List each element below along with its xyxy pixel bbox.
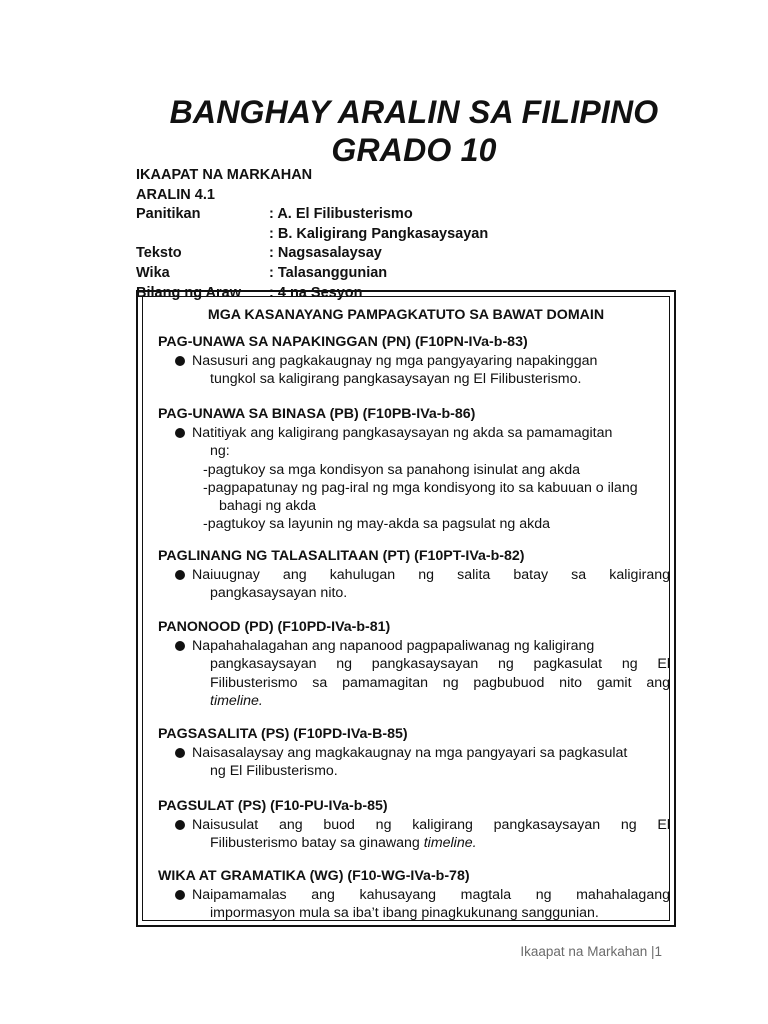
domain-heading: PAGSASALITA (PS) (F10PD-IVa-B-85) [158, 726, 408, 742]
document-title: BANGHAY ARALIN SA FILIPINO [169, 94, 659, 130]
lesson-label: ARALIN 4.1 [136, 186, 215, 203]
box-header: MGA KASANAYANG PAMPAGKATUTO SA BAWAT DOMAIN [207, 307, 605, 323]
bullet-dot-icon [175, 748, 185, 758]
bullet-item: Naipamamalas ang kahusayang magtala ng mahahalagang impormasyon mula sa iba’t ibang pinagkukunang sanggunian. [158, 886, 670, 922]
panitikan-value-b: : B. Kaligirang Pangkasaysayan [269, 225, 489, 242]
bullet-dot-icon [175, 428, 185, 438]
quarter-label: IKAAPAT NA MARKAHAN [136, 167, 313, 183]
domain-heading: PAG-UNAWA SA NAPAKINGGAN (PN) (F10PN-IVa-b-83) [158, 334, 528, 350]
domain-pd [158, 618, 670, 710]
domain-wg [158, 867, 670, 923]
competencies-box [136, 290, 676, 927]
domain-pn [158, 333, 670, 389]
sub-item-continuation: bahagi ng akda [219, 498, 317, 515]
bullet-item: Naisasalaysay ang magkakaugnay na mga pangyayari sa pagkasulat ng El Filibusterismo. [158, 744, 670, 780]
bullet-dot-icon [175, 641, 185, 651]
bullet-item: Naisusulat ang buod ng kaligirang pangkasaysayan ng El Filibusterismo batay sa ginawang timeline. [158, 816, 670, 852]
sub-item: -pagtukoy sa layunin ng may-akda sa pagsulat ng akda [203, 516, 551, 533]
teksto-label: Teksto [136, 245, 182, 262]
bilang-label: Bilang ng Araw [136, 284, 241, 301]
sub-item: -pagtukoy sa mga kondisyon sa panahong isinulat ang akda [203, 461, 581, 478]
lesson-info [136, 166, 488, 303]
bullet-dot-icon [175, 890, 185, 900]
panitikan-label: Panitikan [136, 206, 201, 223]
panitikan-value-a: : A. El Filibusterismo [269, 206, 413, 223]
wika-value: : Talasanggunian [269, 264, 388, 281]
bullet-item: Natitiyak ang kaligirang pangkasaysayan ng akda sa pamamagitan ng: [158, 424, 670, 460]
domain-ps [158, 725, 670, 781]
teksto-value: : Nagsasalaysay [269, 245, 382, 262]
bullet-item: Naiuugnay ang kahulugan ng salita batay sa kaligirang pangkasaysayan nito. [158, 566, 670, 602]
domain-pu [158, 797, 670, 853]
domain-heading: WIKA AT GRAMATIKA (WG) (F10-WG-IVa-b-78) [158, 868, 470, 884]
domain-pb [158, 405, 670, 533]
domain-heading: PAGSULAT (PS) (F10-PU-IVa-b-85) [158, 798, 388, 814]
document-subtitle: GRADO 10 [331, 132, 497, 168]
sub-item: -pagpapatunay ng pag-iral ng mga kondisyong ito sa kabuuan o ilang [203, 479, 638, 496]
bullet-item: Nasusuri ang pagkakaugnay ng mga pangyayaring napakinggan tungkol sa kaligirang pangkasaysayan ng El Filibusterismo. [158, 352, 670, 388]
bullet-item: Napahahalagahan ang napanood pagpapaliwanag ng kaligirang pangkasaysayan ng pangkasaysayan ng pagkasulat ng El Filibusterismo sa pamamagitan ng pagbubuod nito gamit ang timeline. [158, 637, 670, 710]
bullet-dot-icon [175, 356, 185, 366]
bullet-dot-icon [175, 820, 185, 830]
domain-heading: PAGLINANG NG TALASALITAAN (PT) (F10PT-IVa-b-82) [158, 548, 525, 564]
domain-pt [158, 547, 670, 603]
domain-heading: PANONOOD (PD) (F10PD-IVa-b-81) [158, 619, 391, 635]
bilang-value: : 4 na Sesyon [269, 284, 363, 301]
wika-label: Wika [136, 264, 170, 281]
bullet-dot-icon [175, 570, 185, 580]
page-footer: Ikaapat na Markahan |1 [520, 944, 662, 959]
domain-heading: PAG-UNAWA SA BINASA (PB) (F10PB-IVa-b-86) [158, 406, 476, 422]
